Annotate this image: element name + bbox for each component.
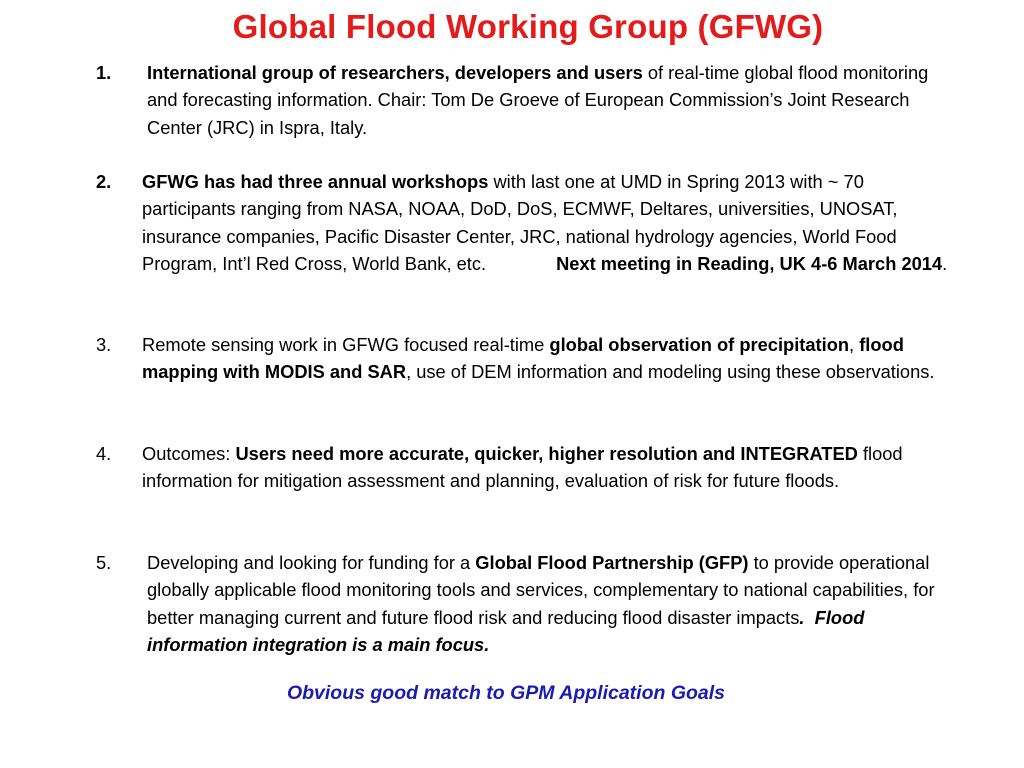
- item-body-b: flood information for mitigation assessment and planning, evaluation of risk for future floods.: [142, 443, 903, 492]
- item-text: [147, 549, 947, 658]
- item-number: 1.: [96, 62, 112, 83]
- item-number: 4.: [96, 443, 112, 464]
- item-bold-a: Global Flood Partnership (GFP): [475, 552, 749, 573]
- item-number: 5.: [96, 552, 112, 573]
- item-bold-b: flood mapping with MODIS and SAR: [142, 334, 904, 383]
- item-body: with last one at UMD in Spring 2013 with ~ 70 participants ranging from NASA, NOAA, DoD, DoS, ECMWF, Deltares, universities, UNOSAT, insurance companies, Pacific Disaster Center, JRC, national hydrology agencies, World Food Program, Int’l Red Cross, World Bank, etc.: [142, 171, 898, 274]
- item-bold-lead: GFWG has had three annual workshops: [142, 171, 489, 192]
- item-bold-a: global observation of precipitation: [549, 334, 850, 355]
- item-body-b: to provide operational globally applicable flood monitoring tools and services, complementary to national capabilities, for better managing current and future flood risk and reducing flood disaster impacts: [147, 552, 935, 628]
- item-bold-lead: International group of researchers, developers and users: [147, 62, 643, 83]
- item-body-a: Outcomes:: [142, 443, 236, 464]
- item-text: [142, 331, 962, 386]
- item-text: [142, 440, 942, 495]
- item-end: .: [942, 252, 948, 274]
- slide-title: Global Flood Working Group (GFWG): [232, 8, 824, 45]
- item-bold-dot: .: [799, 606, 805, 628]
- item-number: 3.: [96, 334, 112, 355]
- item-body: of real-time global flood monitoring and forecasting information. Chair: Tom De Groeve of European Commission’s Joint Research Center (JRC) in Ispra, Italy.: [147, 62, 929, 138]
- item-body-a: Remote sensing work in GFWG focused real-time: [142, 334, 550, 355]
- item-body-b: ,: [849, 334, 860, 355]
- footer-note: Obvious good match to GPM Application Goals: [286, 682, 726, 704]
- item-number: 2.: [96, 171, 112, 192]
- item-italic-bold: Flood information integration is a main focus.: [147, 606, 865, 655]
- item-body-c: , use of DEM information and modeling using these observations.: [406, 361, 935, 383]
- item-text: [147, 59, 937, 141]
- item-text: [142, 168, 962, 277]
- item-body-a: Developing and looking for funding for a: [147, 552, 476, 573]
- item-bold-a: Users need more accurate, quicker, higher resolution and INTEGRATED: [235, 443, 858, 464]
- item-bold-tail: Next meeting in Reading, UK 4-6 March 2014: [556, 252, 943, 274]
